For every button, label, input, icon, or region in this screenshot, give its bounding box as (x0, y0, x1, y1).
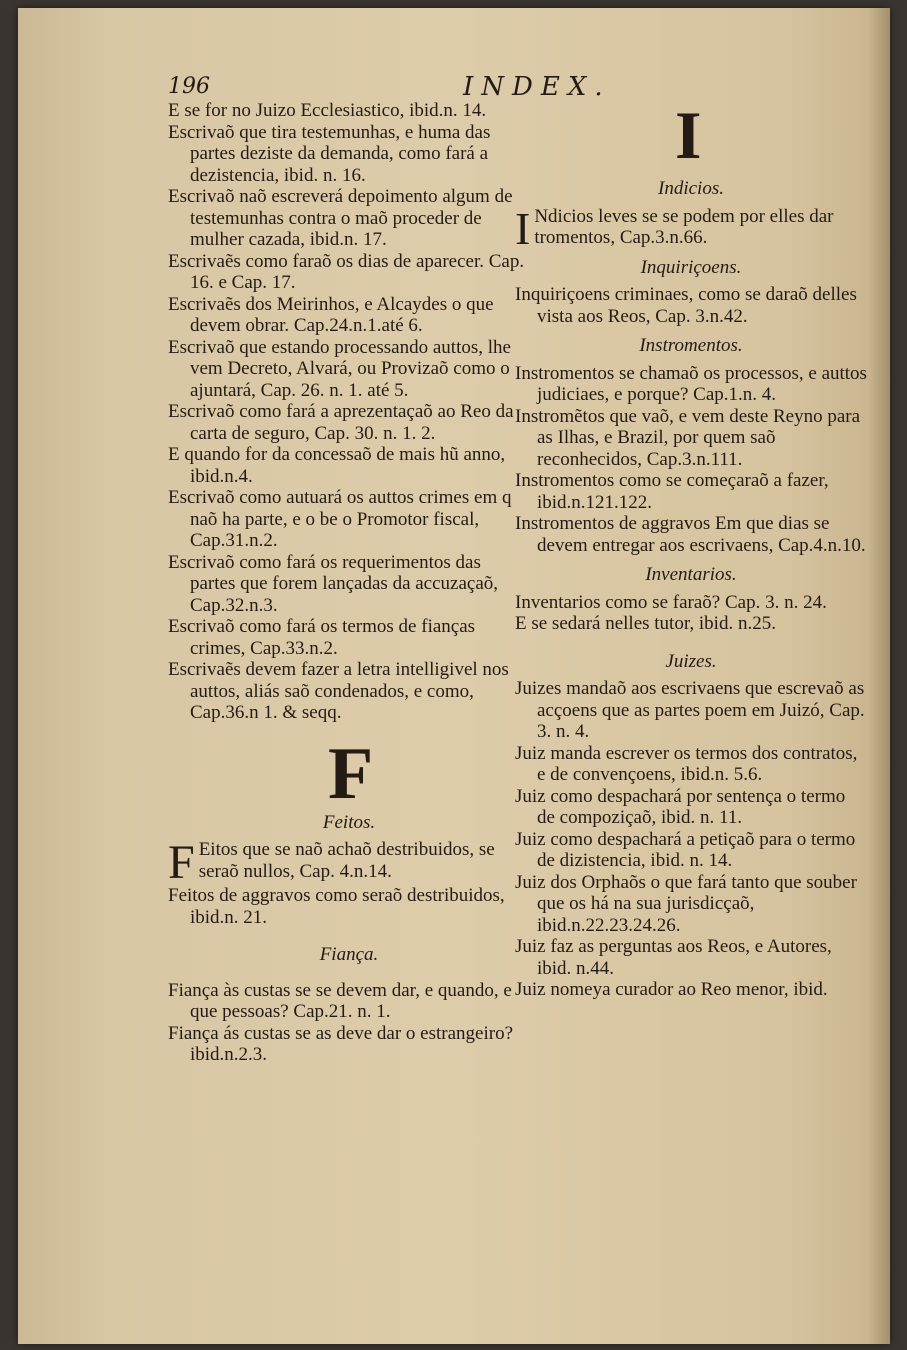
initial-letter: F (168, 836, 195, 889)
section-letter-i: I (675, 97, 702, 173)
index-entry: E quando for da concessaõ de mais hũ anno, ibid.n.4. (168, 444, 506, 487)
index-entry-text: Ndicios leves se se podem por elles dar tromentos, Cap.3.n.66. (534, 205, 834, 248)
index-entry: Juiz manda escrever os termos dos contratos, e de convençoens, ibid.n. 5.6. (515, 742, 858, 785)
index-entry: Instromentos se chamaõ os processos, e auttos judiciaes, e porque? Cap.1.n. 4. (515, 362, 867, 405)
section-heading-inventarios: Inventarios. (645, 564, 737, 585)
initial-letter: I (515, 202, 531, 254)
section-letter-f: F (328, 732, 374, 815)
index-entry: Inquiriçoens criminaes, como se daraõ delles vista aos Reos, Cap. 3.n.42. (515, 284, 857, 327)
running-title: INDEX. (463, 72, 611, 102)
index-entry: Juiz como despachará a petiçaõ para o termo de dizistencia, ibid. n. 14. (515, 828, 856, 871)
index-entry-text: Eitos que se naõ achaõ destribuidos, se seraõ nullos, Cap. 4.n.14. (198, 839, 495, 882)
index-entry: Escrivaẽs dos Meirinhos, e Alcaydes o que devem obrar. Cap.24.n.1.até 6. (168, 293, 494, 336)
section-heading-fianca: Fiança. (319, 944, 379, 965)
section-heading-feitos: Feitos. (322, 811, 376, 833)
right-column (515, 97, 867, 1001)
index-entry: E se for no Juizo Ecclesiastico, ibid.n. 14. (168, 100, 487, 121)
index-entry: Juiz como despachará por sentença o termo de compoziçaõ, ibid. n. 11. (515, 785, 846, 828)
index-entry: Escrivaẽs como faraõ os dias de aparecer. Cap. 16. e Cap. 17. (168, 250, 525, 293)
section-heading-inquiricoens: Inquiriçoens. (640, 256, 742, 278)
index-entry: Escrivaõ naõ escreverá depoimento algum de testemunhas contra o maõ proceder de mulher cazada, ibid.n. 17. (168, 186, 513, 250)
index-entry: Escrivaõ como fará os requerimentos das partes que forem lançadas da accuzaçaõ, Cap.32.n.3. (168, 551, 499, 616)
index-entry: Juiz faz as perguntas aos Reos, e Autores, ibid. n.44. (515, 936, 832, 979)
index-entry: Juizes mandaõ aos escrivaens que escrevaõ as acçoens que as partes poem em Juizó, Cap. 3. n. 4. (515, 678, 865, 742)
index-entry: Fiança ás custas se as deve dar o estrangeiro? ibid.n.2.3. (168, 1022, 514, 1065)
section-heading-instromentos: Instromentos. (639, 335, 743, 356)
index-entry: Instromentos de aggravos Em que dias se devem entregar aos escrivaens, Cap.4.n.10. (515, 513, 866, 556)
index-entry: Feitos de aggravos como seraõ destribuidos, ibid.n. 21. (168, 885, 505, 928)
index-entry: Escrivaõ como fará a aprezentaçaõ ao Reo da carta de seguro, Cap. 30. n. 1. 2. (168, 401, 514, 444)
index-entry: Escrivaõ como fará os termos de fianças crimes, Cap.33.n.2. (168, 616, 476, 659)
index-entry: Instromentos como se começaraõ a fazer, ibid.n.121.122. (515, 470, 829, 513)
index-entry: Juiz nomeya curador ao Reo menor, ibid. (515, 979, 828, 1000)
index-entry (515, 202, 867, 254)
page-number: 196 (168, 74, 210, 99)
index-entry: E se sedará nelles tutor, ibid. n.25. (515, 613, 776, 634)
index-entry: Escrivaõ que tira testemunhas, e huma das partes deziste da demanda, como fará a dezistencia, ibid. n. 16. (168, 121, 491, 186)
left-column (168, 100, 530, 1066)
index-entry: Escrivaõ que estando processando auttos, lhe vem Decreto, Alvará, ou Provizaõ como o ajuntará, Cap. 26. n. 1. até 5. (168, 336, 511, 401)
section-heading-juizes: Juizes. (665, 650, 717, 672)
index-entry: Inventarios como se faraõ? Cap. 3. n. 24. (515, 591, 827, 613)
book-page (18, 8, 890, 1344)
index-entry (168, 836, 530, 889)
index-entry: Fiança às custas se se devem dar, e quando, e que pessoas? Cap.21. n. 1. (168, 979, 512, 1022)
index-entry: Juiz dos Orphaõs o que fará tanto que souber que os há na sua jurisdicçaõ, ibid.n.22.23.24.26. (515, 871, 857, 936)
section-heading-indicios: Indicios. (658, 178, 724, 199)
index-entry: Escrivaõ como autuará os auttos crimes em q naõ ha parte, e o be o Promotor fiscal, Cap.31.n.2. (168, 487, 512, 551)
index-entry: Instromẽtos que vaõ, e vem deste Reyno para as Ilhas, e Brazil, por quem saõ reconhecidos, Cap.3.n.111. (515, 405, 861, 470)
index-entry: Escrivaẽs devem fazer a letra intelligivel nos auttos, aliás saõ condenados, e como, Cap.36.n 1. & seqq. (168, 659, 509, 723)
